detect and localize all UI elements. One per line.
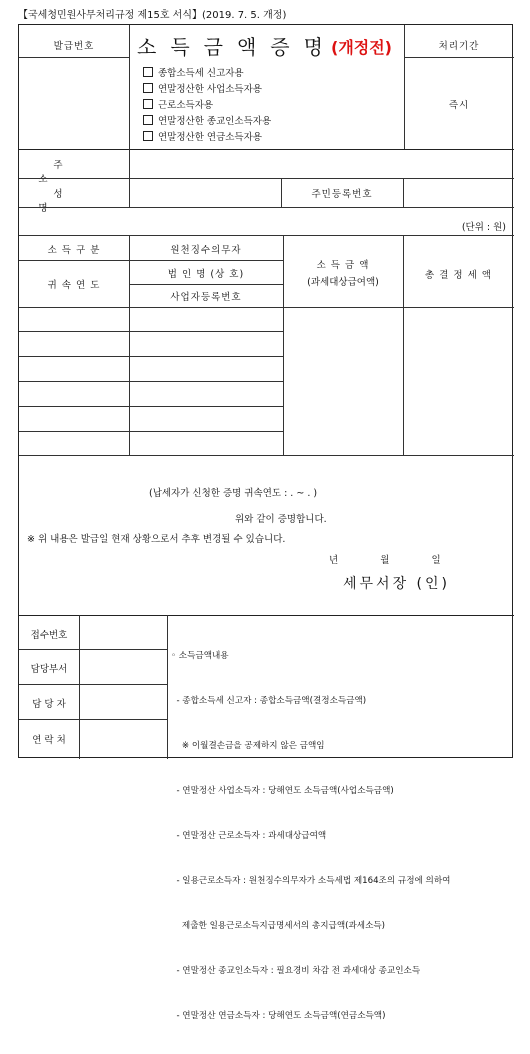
note-line: ※ 이월결손금을 공제하지 않은 금액임 bbox=[171, 741, 325, 751]
issue-date: 년 월 일 bbox=[329, 555, 447, 566]
withholding-agent-header: 원천징수의무자 bbox=[170, 245, 242, 256]
processing-period-label: 처리기간 bbox=[438, 41, 480, 52]
officer-label: 담 당 자 bbox=[32, 699, 66, 710]
option-label: 연말정산한 종교인소득자용 bbox=[158, 116, 272, 127]
requested-year: (납세자가 신청한 증명 귀속연도 : . ~ . ) bbox=[149, 488, 318, 499]
checkbox-icon bbox=[143, 99, 153, 109]
option-checkbox-1[interactable] bbox=[143, 65, 244, 79]
note-line: ◦ 소득금액내용 bbox=[171, 651, 229, 661]
income-amount-header: 소 득 금 액 bbox=[316, 260, 370, 271]
checkbox-icon bbox=[143, 83, 153, 93]
option-label: 연말정산한 연금소득자용 bbox=[158, 132, 262, 143]
note-line: - 연말정산 근로소득자 : 과세대상급여액 bbox=[171, 831, 327, 841]
checkbox-icon bbox=[143, 67, 153, 77]
form-header: 【국세청민원사무처리규정 제15호 서식】(2019. 7. 5. 개정) bbox=[18, 10, 287, 21]
notice-text: ※ 위 내용은 발급일 현재 상황으로서 추후 변경될 수 있습니다. bbox=[27, 534, 286, 545]
checkbox-icon bbox=[143, 131, 153, 141]
document-title: 소득금액증명 bbox=[137, 35, 337, 59]
tax-office-seal: 세무서장 (인) bbox=[343, 576, 450, 592]
contact-label: 연 락 처 bbox=[32, 735, 66, 746]
option-label: 종합소득세 신고자용 bbox=[158, 68, 244, 79]
document-title-suffix: (개정전) bbox=[331, 38, 392, 57]
option-label: 근로소득자용 bbox=[158, 100, 214, 111]
processing-period-value: 즉시 bbox=[448, 100, 470, 111]
total-tax-header: 총 결 정 세 액 bbox=[425, 270, 492, 281]
option-checkbox-5[interactable] bbox=[143, 129, 262, 143]
option-checkbox-4[interactable] bbox=[143, 113, 271, 127]
business-number-header: 사업자등록번호 bbox=[170, 292, 242, 303]
note-line: - 연말정산 연금소득자 : 당해연도 소득금액(연금소득액) bbox=[171, 1011, 386, 1021]
address-label: 주 소 bbox=[38, 160, 125, 185]
department-label: 담당부서 bbox=[30, 664, 68, 675]
option-label: 연말정산한 사업소득자용 bbox=[158, 84, 262, 95]
note-line: - 연말정산 사업소득자 : 당해연도 소득금액(사업소득금액) bbox=[171, 786, 394, 796]
note-line: - 일용근로소득자 : 원천징수의무자가 소득세법 제164조의 규정에 의하여 bbox=[171, 876, 451, 886]
issue-number-label: 발급번호 bbox=[53, 41, 95, 52]
unit-label: (단위 : 원) bbox=[461, 222, 506, 233]
checkbox-icon bbox=[143, 115, 153, 125]
option-checkbox-2[interactable] bbox=[143, 81, 262, 95]
note-line: 제출한 일용근로소득지급명세서의 총지급액(과세소득) bbox=[171, 921, 386, 931]
option-checkbox-3[interactable] bbox=[143, 97, 213, 111]
certificate-form bbox=[18, 24, 513, 1021]
resident-number-label: 주민등록번호 bbox=[311, 189, 373, 200]
name-label: 성 명 bbox=[38, 189, 125, 214]
certify-text: 위와 같이 증명합니다. bbox=[235, 514, 327, 525]
receipt-number-label: 접수번호 bbox=[30, 630, 68, 641]
taxable-salary-header: (과세대상급여액) bbox=[307, 277, 379, 288]
income-notes bbox=[171, 619, 450, 1054]
corporation-name-header: 법 인 명 (상 호) bbox=[167, 269, 245, 280]
attribution-year-header: 귀 속 연 도 bbox=[47, 280, 101, 291]
note-line: - 연말정산 종교인소득자 : 필요경비 차감 전 과세대상 종교인소득 bbox=[171, 966, 421, 976]
note-line: - 종합소득세 신고자 : 종합소득금액(결정소득금액) bbox=[171, 696, 367, 706]
income-type-header: 소 득 구 분 bbox=[47, 245, 101, 256]
